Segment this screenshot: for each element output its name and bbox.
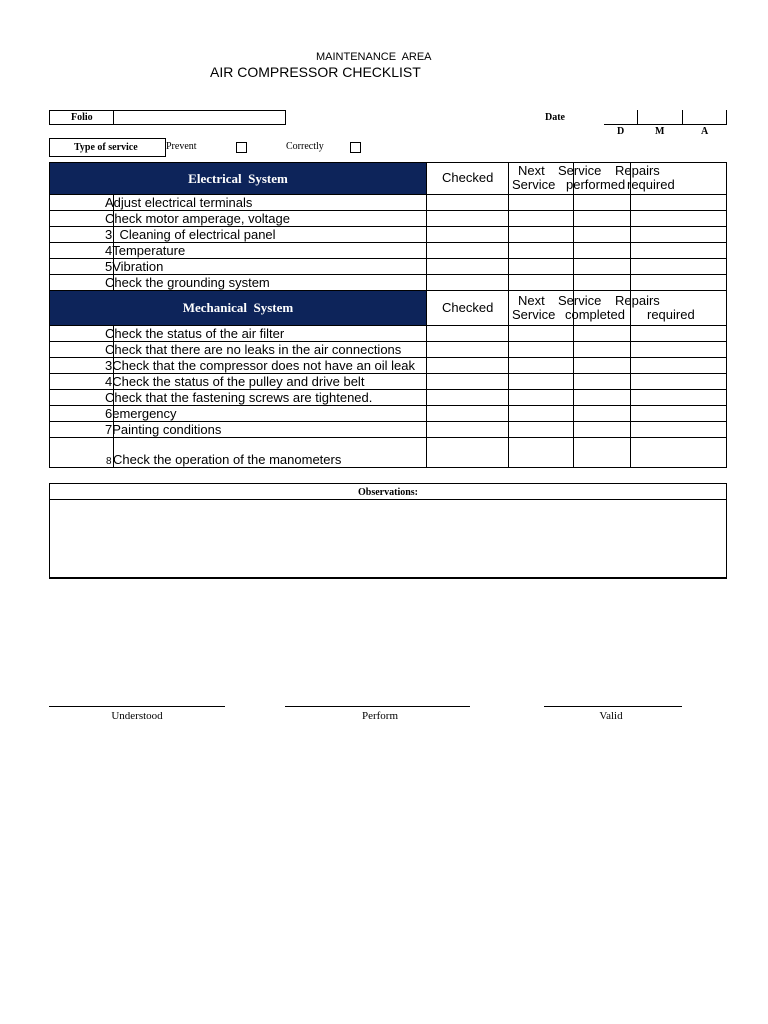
grid-line (49, 437, 727, 438)
mechanical-checked-header: Checked (442, 300, 494, 315)
prevent-checkbox[interactable] (236, 142, 247, 153)
electrical-required-header: required (627, 177, 675, 192)
date-a-label: A (701, 126, 709, 137)
mechanical-section-title: Mechanical System (182, 300, 294, 315)
correctly-checkbox[interactable] (350, 142, 361, 153)
page-title: AIR COMPRESSOR CHECKLIST (210, 64, 421, 80)
mechanical-repairs-header: Repairs (615, 293, 660, 308)
mechanical-completed-header: completed (565, 307, 625, 322)
electrical-item: 3 Cleaning of electrical panel (105, 227, 276, 242)
electrical-item: 5Vibration (105, 259, 164, 274)
electrical-item: Adjust electrical terminals (105, 195, 253, 210)
valid-label: Valid (599, 710, 623, 722)
mechanical-item: Check that the fastening screws are tightened. (105, 390, 373, 405)
grid-line (630, 162, 631, 468)
folio-field[interactable] (113, 110, 286, 125)
electrical-checked-header: Checked (442, 170, 494, 185)
electrical-service2-header: Service (512, 177, 556, 192)
electrical-section-title: Electrical System (188, 170, 288, 186)
electrical-item: Check the grounding system (105, 275, 270, 290)
mechanical-item: 7Painting conditions (105, 422, 222, 437)
date-day-field[interactable] (604, 110, 637, 124)
mechanical-item-number: 8 (106, 456, 112, 467)
electrical-section-header (50, 163, 426, 194)
mechanical-item: 6emergency (105, 406, 177, 421)
date-d-label: D (617, 126, 625, 137)
mechanical-item: Check the status of the air filter (105, 326, 285, 341)
perform-signature-line[interactable] (285, 706, 470, 707)
observations-label: Observations: (358, 487, 418, 498)
observations-box (49, 483, 727, 579)
understood-label: Understood (111, 710, 163, 722)
grid-line (426, 162, 427, 468)
mechanical-item: Check that there are no leaks in the air connections (105, 342, 402, 357)
grid-line (49, 290, 727, 291)
electrical-service-header: Service (558, 163, 602, 178)
date-m-label: M (655, 126, 665, 137)
electrical-repairs-header: Repairs (615, 163, 660, 178)
grid-line (508, 162, 509, 468)
date-month-field[interactable] (638, 110, 682, 124)
grid-line (573, 162, 574, 468)
mechanical-item: 4Check the status of the pulley and drive belt (105, 374, 365, 389)
mechanical-item: Check the operation of the manometers (113, 452, 342, 467)
prevent-label: Prevent (166, 141, 197, 152)
mechanical-item: 3Check that the compressor does not have an oil leak (105, 358, 416, 373)
understood-signature-line[interactable] (49, 706, 225, 707)
folio-label-box (49, 110, 114, 125)
folio-label: Folio (71, 112, 93, 123)
electrical-next-header: Next (518, 163, 545, 178)
valid-signature-line[interactable] (544, 706, 682, 707)
mechanical-next-header: Next (518, 293, 545, 308)
mechanical-required-header: required (647, 307, 695, 322)
date-line (604, 124, 727, 125)
mechanical-service-header: Service (558, 293, 602, 308)
service-type-label-box (49, 138, 166, 157)
observations-field[interactable] (50, 500, 726, 576)
date-year-field[interactable] (683, 110, 726, 124)
date-label: Date (545, 112, 565, 123)
service-type-label: Type of service (74, 142, 138, 153)
electrical-item: Check motor amperage, voltage (105, 211, 290, 226)
perform-label: Perform (361, 710, 399, 722)
electrical-performed-header: performed (566, 177, 626, 192)
electrical-item: 4Temperature (105, 243, 186, 258)
area-label: MAINTENANCE AREA (316, 51, 432, 63)
date-divider (726, 110, 727, 124)
mechanical-section-header (50, 291, 426, 325)
mechanical-service2-header: Service (512, 307, 556, 322)
correctly-label: Correctly (286, 141, 324, 152)
